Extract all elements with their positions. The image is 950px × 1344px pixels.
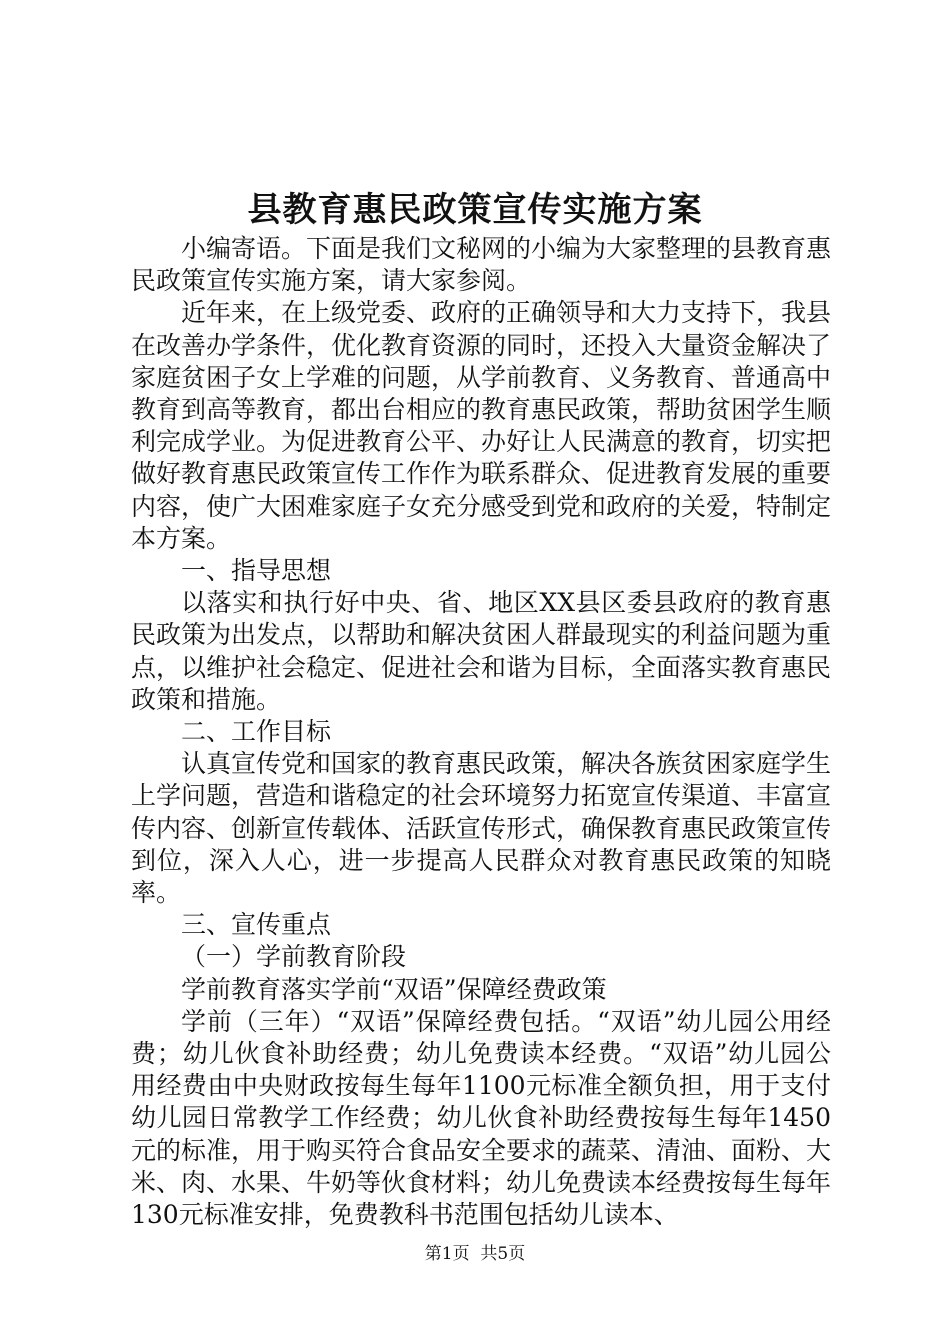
page-footer (0, 1243, 950, 1265)
paragraph-background: 近年来，在上级党委、政府的正确领导和大力支持下，我县在改善办学条件，优化教育资源的同时，还投入大量资金解决了家庭贫困子女上学难的问题，从学前教育、义务教育、普通高中教育到高等教育，都出台相应的教育惠民政策，帮助贫困学生顺利完成学业。为促进教育公平、办好让人民满意的教育，切实把做好教育惠民政策宣传工作作为联系群众、促进教育发展的重要内容，使广大困难家庭子女充分感受到党和政府的关爱，特制定本方案。 (131, 298, 832, 553)
paragraph-intro: 小编寄语。下面是我们文秘网的小编为大家整理的县教育惠民政策宣传实施方案，请大家参阅。 (131, 234, 832, 296)
paragraph-work-goals: 认真宣传党和国家的教育惠民政策，解决各族贫困家庭学生上学问题，营造和谐稳定的社会环境努力拓宽宣传渠道、丰富宣传内容、创新宣传载体、活跃宣传形式，确保教育惠民政策宣传到位，深入人心，进一步提高人民群众对教育惠民政策的知晓率。 (131, 749, 832, 908)
paragraph-preschool-policy: 学前教育落实学前“双语”保障经费政策 (181, 974, 607, 1004)
document-body (131, 233, 831, 1231)
paragraph-preschool-funding: 学前（三年）“双语”保障经费包括。“双语”幼儿园公用经费；幼儿伙食补助经费；幼儿免费读本经费。“双语”幼儿园公用经费由中央财政按每生每年1100元标准全额负担，用于支付幼儿园日常教学工作经费；幼儿伙食补助经费按每生每年1450元的标准，用于购买符合食品安全要求的蔬菜、清油、面粉、大米、肉、水果、牛奶等伙食材料；幼儿免费读本经费按每生每年130元标准安排，免费教科书范围包括幼儿读本、 (131, 1006, 832, 1230)
paragraph-guiding-thought: 以落实和执行好中央、省、地区XX县区委县政府的教育惠民政策为出发点，以帮助和解决贫困人群最现实的利益问题为重点，以维护社会稳定、促进社会和谐为目标，全面落实教育惠民政策和措施。 (131, 588, 832, 714)
document-title: 县教育惠民政策宣传实施方案 (247, 190, 703, 230)
section-heading-guiding-thought: 一、指导思想 (181, 556, 332, 586)
page-total: 共5页 (480, 1244, 526, 1264)
page-number: 第1页 (424, 1244, 470, 1264)
subsection-heading-preschool: （一）学前教育阶段 (181, 942, 407, 972)
section-heading-work-goals: 二、工作目标 (181, 717, 332, 747)
section-heading-publicity-focus: 三、宣传重点 (181, 910, 332, 940)
